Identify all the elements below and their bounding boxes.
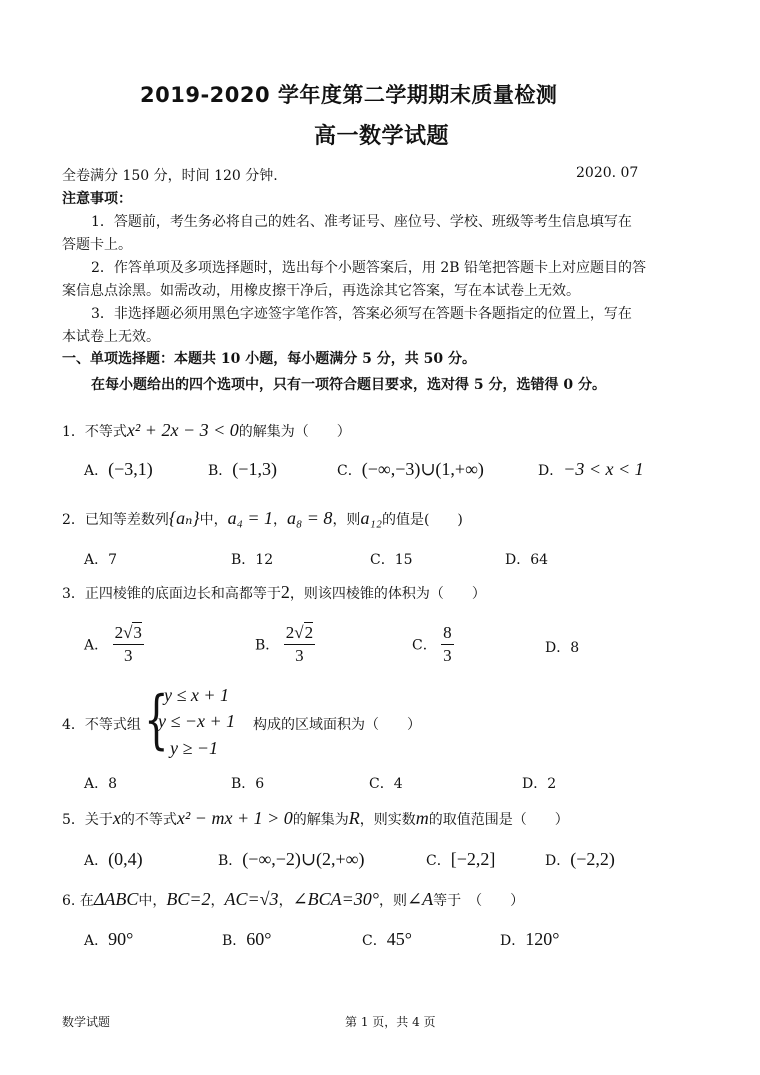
question-1 [62,420,351,441]
inequality-3: y ≥ −1 [170,738,219,758]
option-c: C．[−2,2] [426,849,496,869]
option-a: A．8 [84,776,118,792]
option-c: C．4 [369,776,403,792]
option-d: D．−3 < x < 1 [538,459,644,479]
note-1-line-1: 1．答题前，考生务必将自己的姓名、准考证号、座位号、学校、班级等考生信息填写在 [91,214,632,230]
note-3-line-2: 本试卷上无效。 [62,329,160,345]
note-2-line-2: 案信息点涂黑。如需改动，用橡皮擦干净后，再选涂其它答案，写在本试卷上无效。 [62,283,580,299]
question-6: 6. 在ΔABC中，BC=2，AC=√3，∠BCA=30°，则∠A等于 （ ） [62,889,525,909]
question-2: 2．已知等差数列{aₙ}中，a₄ = 1，a₈ = 8，则a₁₂的值是( ) [62,508,463,528]
notes-heading: 注意事项： [62,191,132,207]
option-b: B．12 [231,552,274,568]
system-brace: { [144,683,169,757]
option-d: D．2 [522,776,557,792]
option-b: B．(−∞,−2)∪(2,+∞) [218,849,365,869]
question-number: 1． [62,424,85,440]
option-b: B． $\frac{2√2}{3}$ [255,623,314,665]
question-4-text: 构成的区域面积为（ ） [253,717,421,733]
exam-subtitle: 高一数学试题 [314,124,450,149]
note-3-line-1: 3．非选择题必须用黑色字迹签字笔作答，答案必须写在答题卡各题指定的位置上，写在 [91,306,632,322]
option-b: B．6 [231,776,265,792]
option-a: A．7 [84,552,118,568]
option-b: B．60° [222,929,272,949]
exam-date: 2020. 07 [576,165,639,181]
section-instruction: 在每小题给出的四个选项中，只有一项符合题目要求，选对得 5 分，选错得 0 分。 [91,377,606,393]
option-c: C．15 [370,552,413,568]
math-expression: x² + 2x − 3 < 0 [126,420,239,440]
option-d: D．8 [545,640,580,656]
question-text: 不等式 [84,424,127,440]
option-c: C． $\frac{8}{3}$ [412,623,452,665]
inequality-2: y ≤ −x + 1 [158,711,236,731]
question-text: 的解集为（ ） [238,424,351,440]
option-a: A．90° [84,929,134,949]
option-a: A．(−3,1) [84,459,153,479]
question-3: 3．正四棱锥的底面边长和高都等于2，则该四棱锥的体积为（ ） [62,582,486,602]
option-d: D．120° [500,929,560,949]
exam-title: 2019-2020 学年度第二学期期末质量检测 [140,83,558,107]
option-a: A．(0,4) [84,849,143,869]
note-1-line-2: 答题卡上。 [62,237,132,253]
exam-info: 全卷满分 150 分，时间 120 分钟. [62,168,278,184]
footer-subject: 数学试题 [62,1015,111,1029]
question-4-prefix: 4．不等式组 [62,717,141,733]
page-number: 第 1 页，共 4 页 [345,1015,436,1029]
inequality-1: y ≤ x + 1 [164,685,230,705]
option-c: C．45° [362,929,412,949]
option-b: B．(−1,3) [208,459,277,479]
option-d: D．(−2,2) [545,849,615,869]
question-5: 5．关于x的不等式x² − mx + 1 > 0的解集为R，则实数m的取值范围是（ ） [62,808,569,828]
note-2-line-1: 2．作答单项及多项选择题时，选出每个小题答案后，用 2B 铅笔把答题卡上对应题目的答 [91,260,647,276]
option-a: A． $\frac{2√3}{3}$ [84,623,142,665]
section-heading: 一、单项选择题：本题共 10 小题，每小题满分 5 分，共 50 分。 [62,351,476,367]
option-c: C．(−∞,−3)∪(1,+∞) [337,459,484,479]
option-d: D．64 [505,552,549,568]
